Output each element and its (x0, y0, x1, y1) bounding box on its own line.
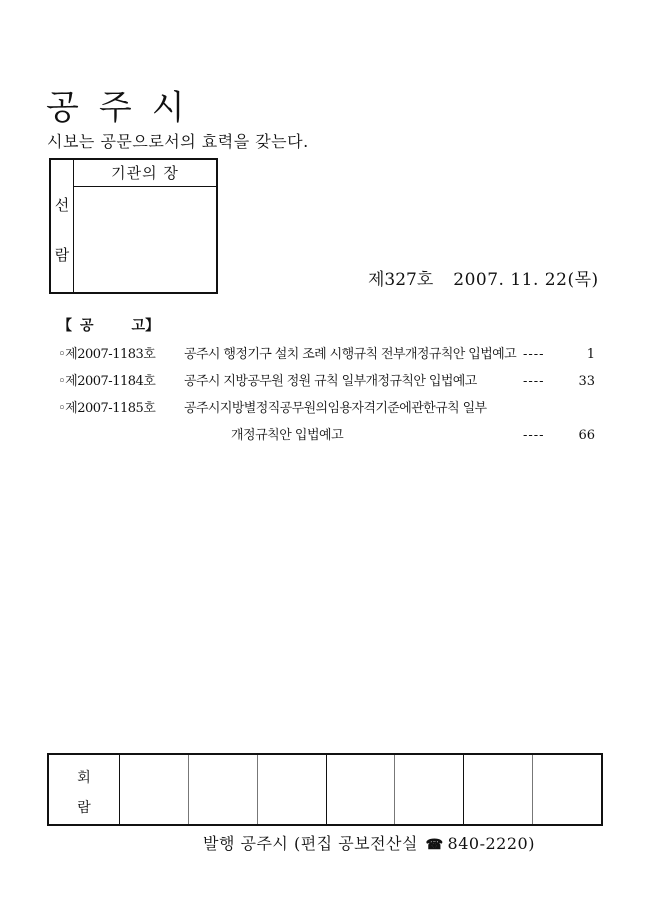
document-subtitle: 시보는 공문으로서의 효력을 갖는다. (47, 132, 309, 151)
section-open-bracket: 【 (58, 318, 72, 334)
review-side-top: 선 (54, 196, 70, 214)
circulation-cell (189, 755, 258, 824)
circulation-label (49, 755, 120, 824)
notice-title[interactable]: 공주시 지방공무원 정원 규칙 일부개정규칙안 입법예고 (184, 374, 477, 389)
notice-title-continued[interactable]: 개정규칙안 입법예고 (231, 428, 344, 443)
notice-number: ◦제2007-1184호 (58, 374, 156, 389)
section-label-2: 고 (131, 318, 146, 334)
notice-number: ◦제2007-1185호 (58, 401, 156, 416)
review-side-bottom: 람 (54, 246, 70, 264)
notice-leader: ---- (523, 428, 545, 443)
review-heading: 기관의 장 (74, 160, 216, 187)
section-heading (58, 316, 159, 336)
circulation-table (47, 753, 603, 826)
notice-page: 66 (578, 428, 595, 443)
notice-title[interactable]: 공주시지방별정직공무원의임용자격기준에관한규칙 일부 (184, 401, 487, 416)
notice-title[interactable]: 공주시 행정기구 설치 조례 시행규칙 전부개정규칙안 입법예고 (184, 347, 517, 362)
publisher-footer (203, 833, 535, 856)
issue-info (368, 268, 599, 292)
issue-date: 2007. 11. 22(목) (453, 270, 599, 290)
phone-icon: ☎ (425, 837, 444, 853)
circulation-cell (533, 755, 601, 824)
notice-page: 33 (578, 374, 595, 389)
document-title: 공주시 (46, 88, 205, 128)
circulation-cell (120, 755, 189, 824)
circulation-cell (258, 755, 327, 824)
notice-leader: ---- (523, 374, 545, 389)
notice-page: 1 (586, 347, 595, 362)
publisher-text: 발행 공주시 (편집 공보전산실 (203, 834, 418, 853)
notice-number: ◦제2007-1183호 (58, 347, 156, 362)
notice-leader: ---- (523, 347, 545, 362)
phone-number: 840-2220) (447, 834, 535, 853)
section-label-1: 공 (80, 318, 132, 334)
review-side-label (51, 160, 74, 292)
circulation-cell (464, 755, 533, 824)
issue-number: 제327호 (368, 270, 434, 290)
circulation-label-top: 회 (77, 770, 91, 786)
circulation-label-bottom: 람 (77, 800, 91, 816)
section-close-bracket: 】 (145, 318, 160, 334)
review-box (49, 158, 218, 294)
circulation-cell (395, 755, 464, 824)
circulation-cell (327, 755, 396, 824)
